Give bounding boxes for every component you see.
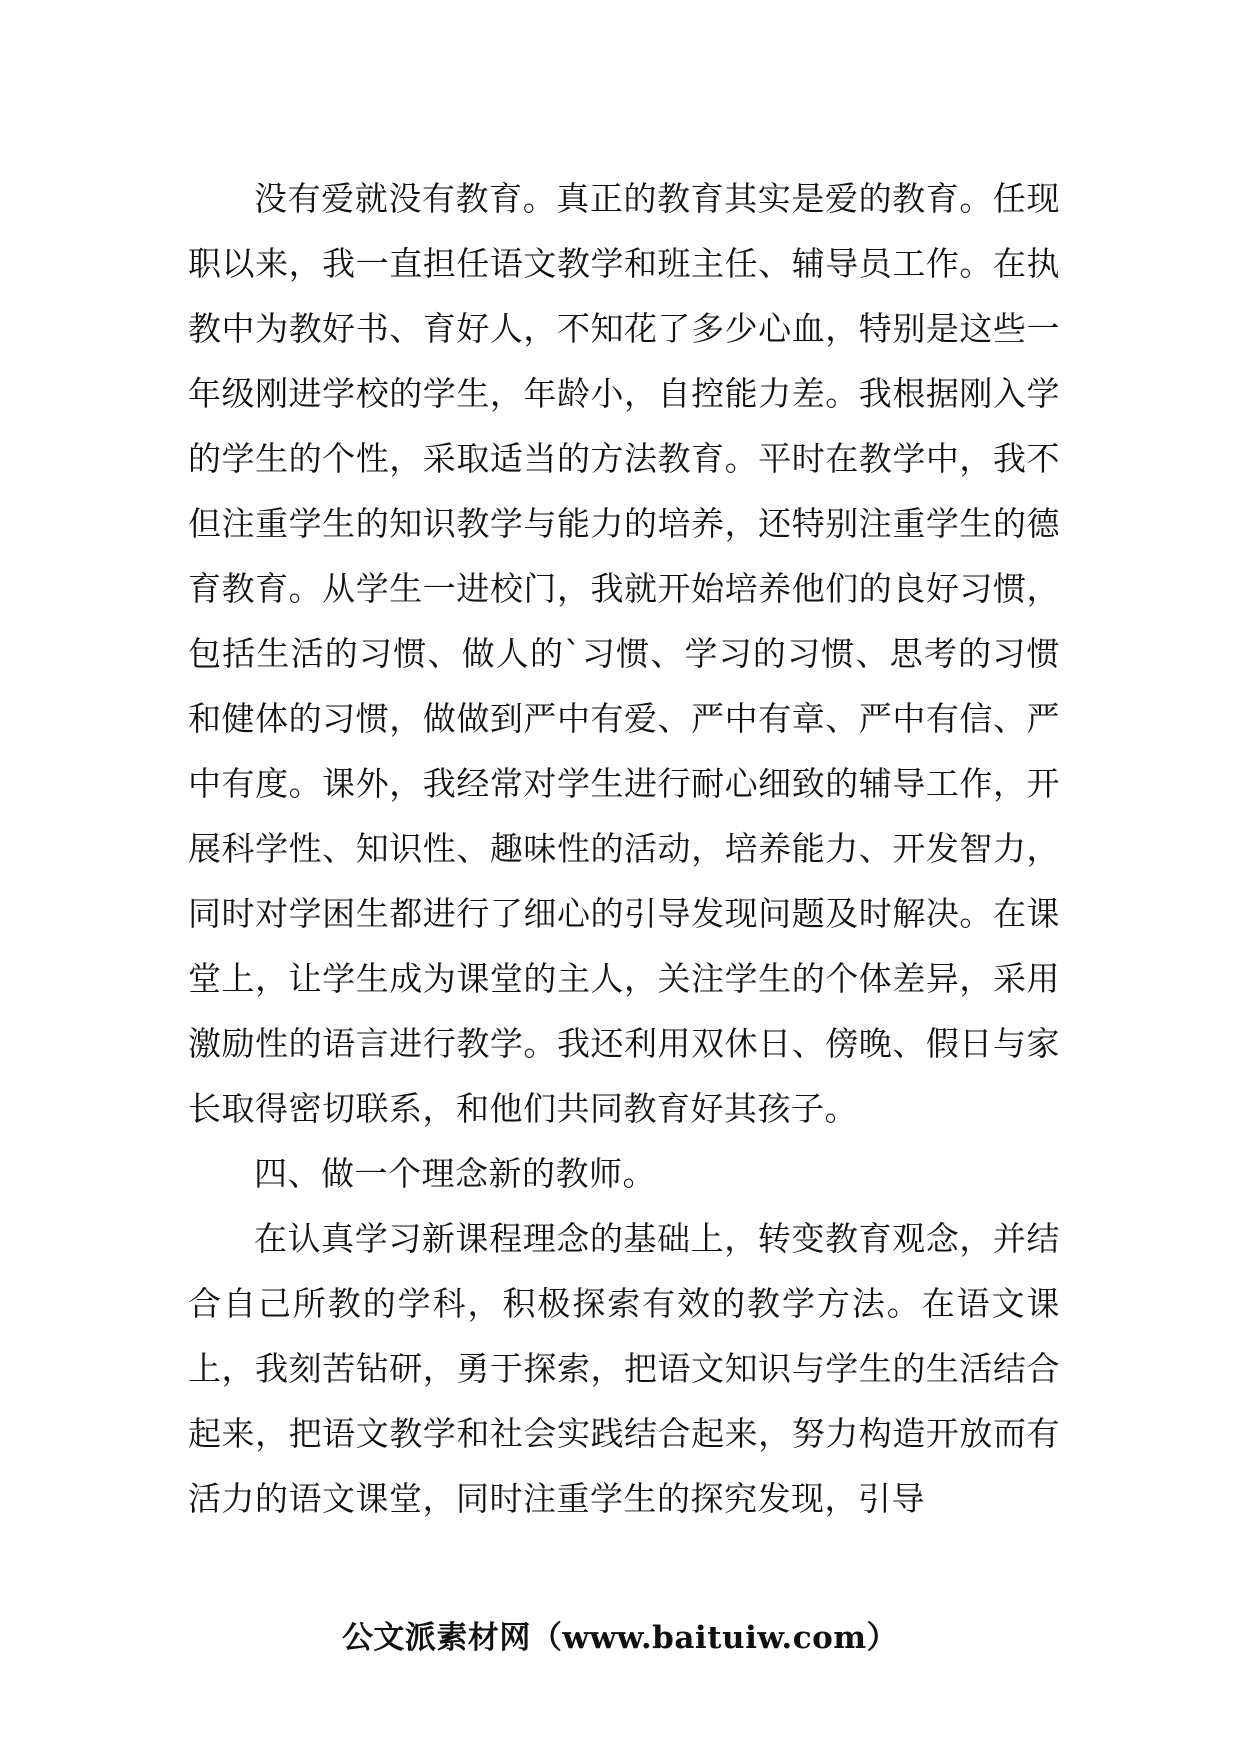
paragraph-love-education: 没有爱就没有教育。真正的教育其实是爱的教育。任现职以来，我一直担任语文教学和班主任、辅导员工作。在执教中为教好书、育好人，不知花了多少心血，特别是这些一年级刚进学校的学生，年龄小，自控能力差。我根据刚入学的学生的个性，采取适当的方法教育。平时在教学中，我不但注重学生的知识教学与能力的培养，还特别注重学生的德育教育。从学生一进校门，我就开始培养他们的良好习惯，包括生活的习惯、做人的`习惯、学习的习惯、思考的习惯和健体的习惯，做做到严中有爱、严中有章、严中有信、严中有度。课外，我经常对学生进行耐心细致的辅导工作，开展科学性、知识性、趣味性的活动，培养能力、开发智力，同时对学困生都进行了细心的引导发现问题及时解决。在课堂上，让学生成为课堂的主人，关注学生的个体差异，采用激励性的语言进行教学。我还利用双休日、傍晚、假日与家长取得密切联系，和他们共同教育好其孩子。: [188, 179, 1060, 1128]
paragraph-new-concept: 在认真学习新课程理念的基础上，转变教育观念，并结合自己所教的学科，积极探索有效的教学方法。在语文课上，我刻苦钻研，勇于探索，把语文知识与学生的生活结合起来，把语文教学和社会实践结合起来，努力构造开放而有活力的语文课堂，同时注重学生的探究发现，引导: [188, 1219, 1060, 1518]
section-heading-four: 四、做一个理念新的教师。: [254, 1154, 656, 1193]
footer-watermark: 公文派素材网（www.baituiw.com）: [341, 1620, 899, 1656]
document-body: [188, 166, 1060, 1531]
